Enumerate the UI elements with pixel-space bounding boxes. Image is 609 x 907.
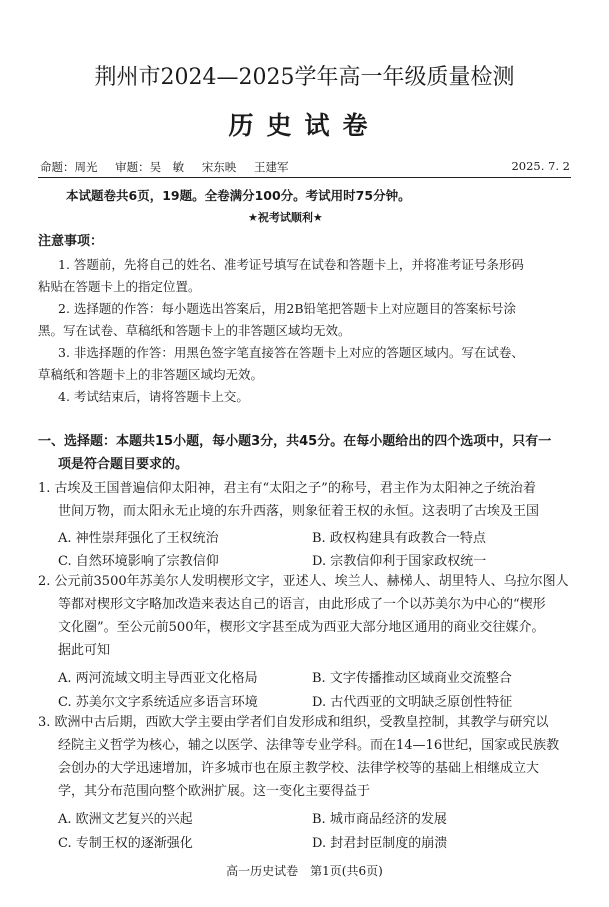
reviewer-name: 吴 敏 (149, 160, 185, 174)
exam-title: 荆州市2024—2025学年高一年级质量检测 (94, 65, 515, 90)
question-stem: 文化圈”。至公元前500年，楔形文字甚至成为西亚大部分地区通用的商业交往媒介。 (58, 620, 545, 635)
option-a: A. 两河流域文明主导西亚文化格局 (58, 671, 258, 686)
option-c: C. 专制王权的逐渐强化 (58, 836, 193, 851)
note-line: 粘贴在答题卡上的指定位置。 (38, 279, 201, 294)
option-a: A. 欧洲文艺复兴的兴起 (58, 812, 193, 827)
option-b: B. 城市商品经济的发展 (312, 812, 447, 827)
exam-date: 2025. 7. 2 (511, 159, 570, 173)
question-stem: 学，其分布范围向整个欧洲扩展。这一变化主要得益于 (58, 784, 371, 799)
option-a: A. 神性崇拜强化了王权统治 (58, 531, 219, 546)
question-stem: 等都对楔形文字略加改造来表达自己的语言，由此形成了一个以苏美尔为中心的“楔形 (58, 597, 546, 612)
subject-title: 历史试卷 (228, 111, 381, 140)
question-stem: 3. 欧洲中古后期，西欧大学主要由学者们自发形成和组织，受教皇控制，其教学与研究以 (38, 715, 549, 730)
note-line: 3. 非选择题的作答：用黑色签字笔直接答在答题卡上对应的答题区域内。写在试卷、 (58, 345, 524, 360)
note-line: 4. 考试结束后，请将答题卡上交。 (58, 389, 249, 404)
question-stem: 经院主义哲学为核心，辅之以医学、法律等专业学科。而在14—16世纪，国家或民族教 (58, 738, 560, 753)
option-c: C. 自然环境影响了宗教信仰 (58, 554, 219, 569)
question-stem: 会创办的大学迅速增加，许多城市也在原主教学校、法律学校等的基础上相继成立大 (58, 761, 540, 776)
question-stem: 1. 古埃及王国普遍信仰太阳神，君主有“太阳之子”的称号，君主作为太阳神之子统治着 (38, 481, 536, 496)
exam-scope: 本试题卷共6页，19题。全卷满分100分。考试用时75分钟。 (66, 188, 411, 203)
section-heading-cont: 项是符合题目要求的。 (58, 457, 189, 472)
section-heading: 一、选择题：本题共15小题，每小题3分，共45分。在每小题给出的四个选项中，只有一 (38, 434, 552, 449)
option-b: B. 政权构建具有政教合一特点 (312, 531, 486, 546)
note-line: 黑。写在试卷、草稿纸和答题卡上的非答题区域均无效。 (38, 323, 351, 338)
notes-heading: 注意事项： (38, 234, 104, 249)
reviewer-label: 审题： (115, 160, 150, 174)
note-line: 1. 答题前，先将自己的姓名、准考证号填写在试卷和答题卡上，并将准考证号条形码 (58, 257, 524, 272)
question-stem: 世间万物，而太阳永无止境的东升西落，则象征着王权的永恒。这表明了古埃及王国 (58, 504, 540, 519)
good-luck-banner: ★祝考试顺利★ (248, 211, 323, 224)
setter-name: 周光 (74, 160, 98, 174)
exam-meta (40, 159, 570, 175)
note-line: 2. 选择题的作答：每小题选出答案后，用2B铅笔把答题卡上对应题目的答案标号涂 (58, 301, 517, 316)
option-d: D. 宗教信仰利于国家政权统一 (312, 554, 487, 569)
reviewer-name: 王建军 (253, 160, 289, 174)
question-stem: 2. 公元前3500年苏美尔人发明楔形文字，亚述人、埃兰人、赫梯人、胡里特人、乌拉尔图人 (38, 574, 569, 589)
note-line: 草稿纸和答题卡上的非答题区域均无效。 (38, 367, 264, 382)
page-footer: 高一历史试卷 第1页(共6页) (226, 864, 383, 878)
question-stem: 据此可知 (58, 643, 111, 658)
option-d: D. 封君封臣制度的崩溃 (312, 836, 448, 851)
setter-label: 命题： (40, 160, 75, 174)
option-c: C. 苏美尔文字系统适应多语言环境 (58, 695, 258, 710)
divider (38, 177, 571, 178)
option-d: D. 古代西亚的文明缺乏原创性特征 (312, 695, 513, 710)
option-b: B. 文字传播推动区域商业交流整合 (312, 671, 512, 686)
reviewer-name: 宋东映 (201, 160, 237, 174)
